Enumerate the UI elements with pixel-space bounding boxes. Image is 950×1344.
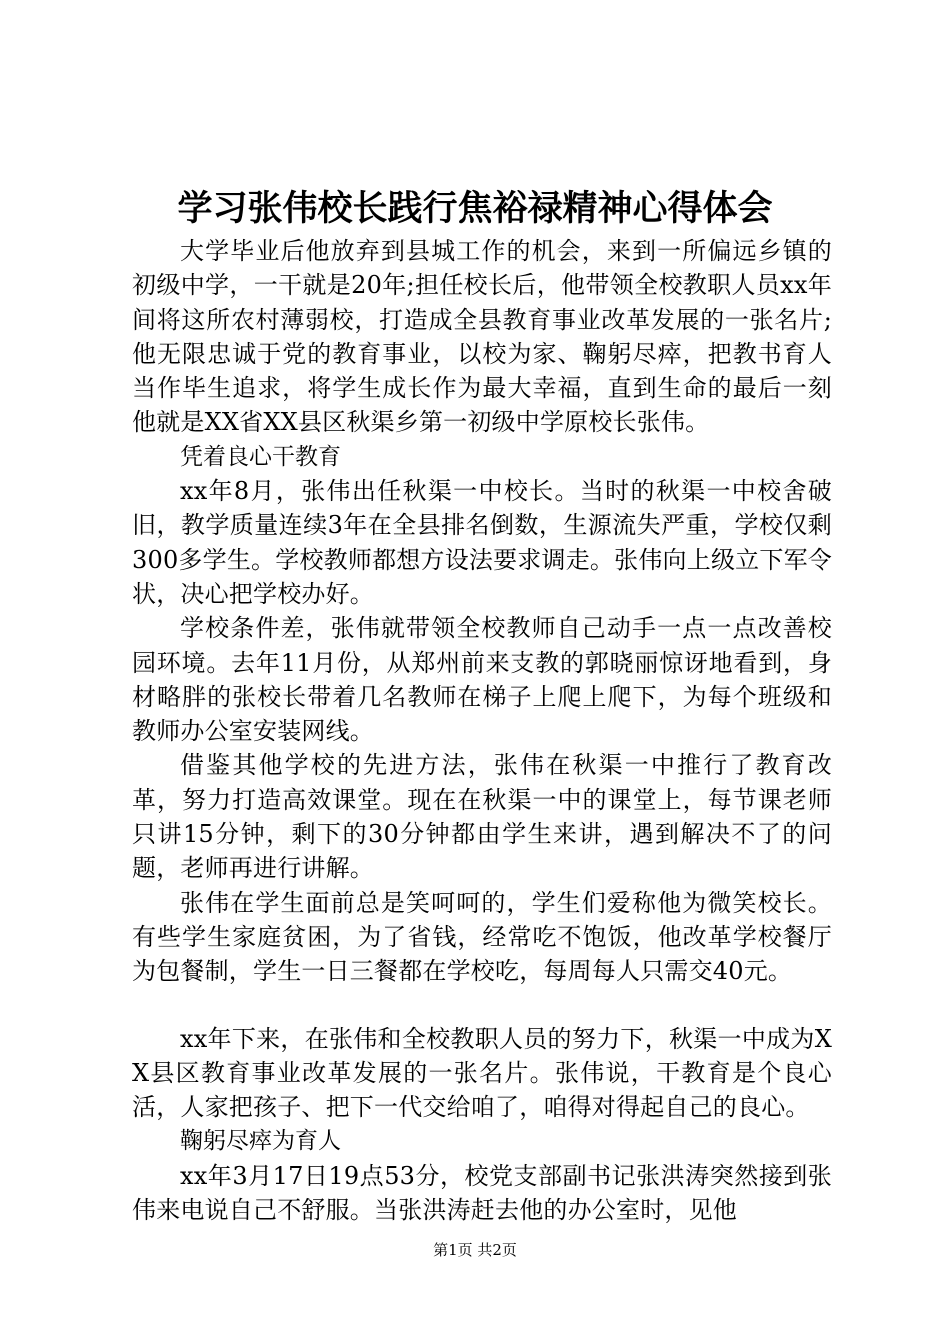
paragraph: 借鉴其他学校的先进方法，张伟在秋渠一中推行了教育改革，努力打造高效课堂。现在在秋渠一中的课堂上，每节课老师只讲15分钟，剩下的30分钟都由学生来讲，遇到解决不了的问题，老师再进行讲解。: [132, 751, 832, 883]
page-title: 学习张伟校长践行焦裕禄精神心得体会: [177, 188, 773, 229]
paragraph: xx年下来，在张伟和全校教职人员的努力下，秋渠一中成为XX县区教育事业改革发展的一张名片。张伟说，干教育是个良心活，人家把孩子、把下一代交给咱了，咱得对得起自己的良心。: [132, 1024, 832, 1122]
paragraph: xx年3月17日19点53分，校党支部副书记张洪涛突然接到张伟来电说自己不舒服。当张洪涛赶去他的办公室时，见他: [132, 1161, 832, 1225]
section-heading: 鞠躬尽瘁为育人: [180, 1128, 341, 1155]
page-number-footer: 第1页 共2页: [433, 1241, 517, 1259]
paragraph: xx年8月，张伟出任秋渠一中校长。当时的秋渠一中校舍破旧，教学质量连续3年在全县排名倒数，生源流失严重，学校仅剩300多学生。学校教师都想方设法要求调走。张伟向上级立下军令状，决心把学校办好。: [132, 477, 832, 608]
paragraph: 学校条件差，张伟就带领全校教师自己动手一点一点改善校园环境。去年11月份，从郑州前来支教的郭晓丽惊讶地看到，身材略胖的张校长带着几名教师在梯子上爬上爬下，为每个班级和教师办公室安装网线。: [132, 614, 832, 746]
paragraph: 大学毕业后他放弃到县城工作的机会，来到一所偏远乡镇的初级中学，一干就是20年;担任校长后，他带领全校教职人员xx年间将这所农村薄弱校，打造成全县教育事业改革发展的一张名片;他无限忠诚于党的教育事业，以校为家、鞠躬尽瘁，把教书育人当作毕生追求，将学生成长作为最大幸福，直到生命的最后一刻他就是XX省XX县区秋渠乡第一初级中学原校长张伟。: [132, 237, 832, 437]
paragraph: 张伟在学生面前总是笑呵呵的，学生们爱称他为微笑校长。有些学生家庭贫困，为了省钱，经常吃不饱饭，他改革学校餐厅为包餐制，学生一日三餐都在学校吃，每周每人只需交40元。: [132, 888, 832, 986]
document-body: [132, 234, 832, 1227]
section-heading: 凭着良心干教育: [180, 443, 341, 470]
